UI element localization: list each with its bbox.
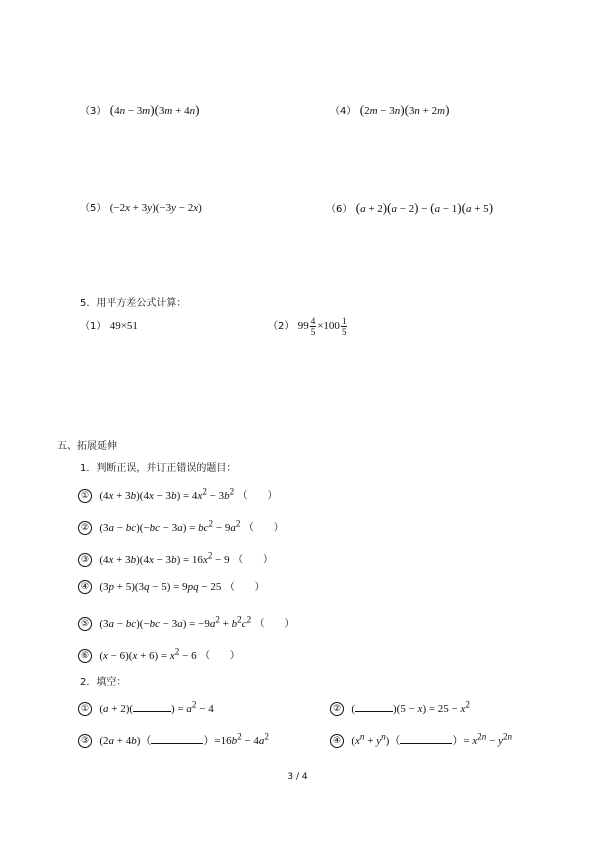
q1-item-5-answer[interactable]: （ ） bbox=[254, 618, 295, 630]
q1-item-4 bbox=[78, 580, 265, 595]
q1-item-3 bbox=[78, 548, 273, 568]
q5-part2-fraction2: $\frac{1}{5}$ bbox=[341, 315, 347, 337]
q2-item-1 bbox=[78, 697, 214, 716]
q1-item-2-answer[interactable]: （ ） bbox=[243, 522, 284, 534]
q2-title: 2．填空： bbox=[80, 677, 127, 688]
q1-item-3-expression: $(4x + 3b)(4x - 3b) = 16x^2 - 9$ bbox=[99, 550, 230, 566]
circled-number-5: ⑤ bbox=[78, 617, 92, 631]
page-number: 3 / 4 bbox=[287, 772, 308, 782]
problem-5-label: （5） bbox=[80, 203, 107, 214]
circled-number-4: ④ bbox=[330, 734, 344, 748]
problem-5 bbox=[80, 201, 202, 216]
q5-part1 bbox=[80, 319, 138, 334]
q5-part2-times: ×100 bbox=[317, 320, 340, 332]
q1-item-1-expression: $(4x + 3b)(4x - 3b) = 4x^2 - 3b^2$ bbox=[99, 486, 235, 502]
problem-4-label: （4） bbox=[330, 106, 357, 117]
q5-part2 bbox=[268, 315, 348, 338]
problem-3-expression: (4n − 3m)(3m + 4n) bbox=[109, 102, 200, 117]
problem-6-label: （6） bbox=[326, 204, 353, 215]
q1-item-1 bbox=[78, 484, 278, 504]
problem-6 bbox=[326, 201, 493, 217]
q5-part2-label: （2） bbox=[268, 321, 295, 332]
circled-number-1: ① bbox=[78, 702, 92, 716]
problem-3-label: （3） bbox=[80, 106, 107, 117]
problem-4-expression: (2m − 3n)(3n + 2m) bbox=[359, 102, 450, 117]
q1-item-5 bbox=[78, 612, 295, 632]
q5-part2-fraction: $\frac{4}{5}$ bbox=[310, 315, 316, 337]
q1-item-4-expression: (3p + 5)(3q − 5) = 9pq − 25 bbox=[99, 581, 222, 593]
q1-item-4-answer[interactable]: （ ） bbox=[224, 582, 265, 593]
q1-item-6-expression: $(x - 6)(x + 6) = x^2 - 6$ bbox=[99, 646, 197, 662]
q5-part1-expression: 49×51 bbox=[109, 320, 138, 332]
q1-item-6 bbox=[78, 644, 240, 664]
q5-part1-label: （1） bbox=[80, 321, 107, 332]
circled-number-3: ③ bbox=[78, 553, 92, 567]
q2-item-3-expression: (2a + 4b)（ ）$=16b^2 - 4a^2$ bbox=[99, 731, 269, 747]
q2-item-2 bbox=[330, 697, 470, 716]
q5-part2-whole: 99 bbox=[297, 320, 309, 332]
q2-item-4 bbox=[330, 729, 512, 748]
q2-item-1-blank[interactable] bbox=[133, 701, 171, 712]
q2-item-1-expression: (a + 2)( ) = $a^2 - 4$ bbox=[99, 699, 214, 715]
q2-item-2-blank[interactable] bbox=[355, 701, 393, 712]
q2-item-3 bbox=[78, 729, 269, 748]
circled-number-1: ① bbox=[78, 489, 92, 503]
circled-number-4: ④ bbox=[78, 580, 92, 594]
q2-item-4-expression: $(x^n + y^n)$（ ）= $x^{2n} - y^{2n}$ bbox=[351, 731, 513, 747]
circled-number-2: ② bbox=[78, 521, 92, 535]
q1-title: 1．判断正误，并订正错误的题目： bbox=[80, 463, 237, 474]
problem-5-expression: (−2x + 3y)(−3y − 2x) bbox=[109, 202, 202, 214]
q1-item-2 bbox=[78, 516, 284, 536]
q2-item-2-expression: ( )$(5 - x) = 25 - x^2$ bbox=[351, 699, 470, 715]
section-title: 五、拓展延伸 bbox=[57, 441, 117, 452]
q1-item-1-answer[interactable]: （ ） bbox=[237, 490, 278, 502]
problem-3 bbox=[80, 103, 199, 119]
circled-number-3: ③ bbox=[78, 734, 92, 748]
problem-4 bbox=[330, 103, 449, 119]
problem-6-expression: (a + 2)(a − 2) − (a − 1)(a + 5) bbox=[355, 200, 494, 215]
q2-item-3-blank[interactable] bbox=[151, 733, 203, 744]
q2-item-4-blank[interactable] bbox=[400, 733, 452, 744]
q1-item-5-expression: $(3a - bc)(-bc - 3a) = -9a^2 + b^2c^2$ bbox=[99, 614, 252, 630]
circled-number-6: ⑥ bbox=[78, 649, 92, 663]
q1-item-6-answer[interactable]: （ ） bbox=[199, 650, 240, 662]
circled-number-2: ② bbox=[330, 702, 344, 716]
q1-item-2-expression: $(3a - bc)(-bc - 3a) = bc^2 - 9a^2$ bbox=[99, 518, 241, 534]
q1-item-3-answer[interactable]: （ ） bbox=[232, 554, 273, 566]
q5-title: 5．用平方差公式计算： bbox=[80, 298, 187, 309]
